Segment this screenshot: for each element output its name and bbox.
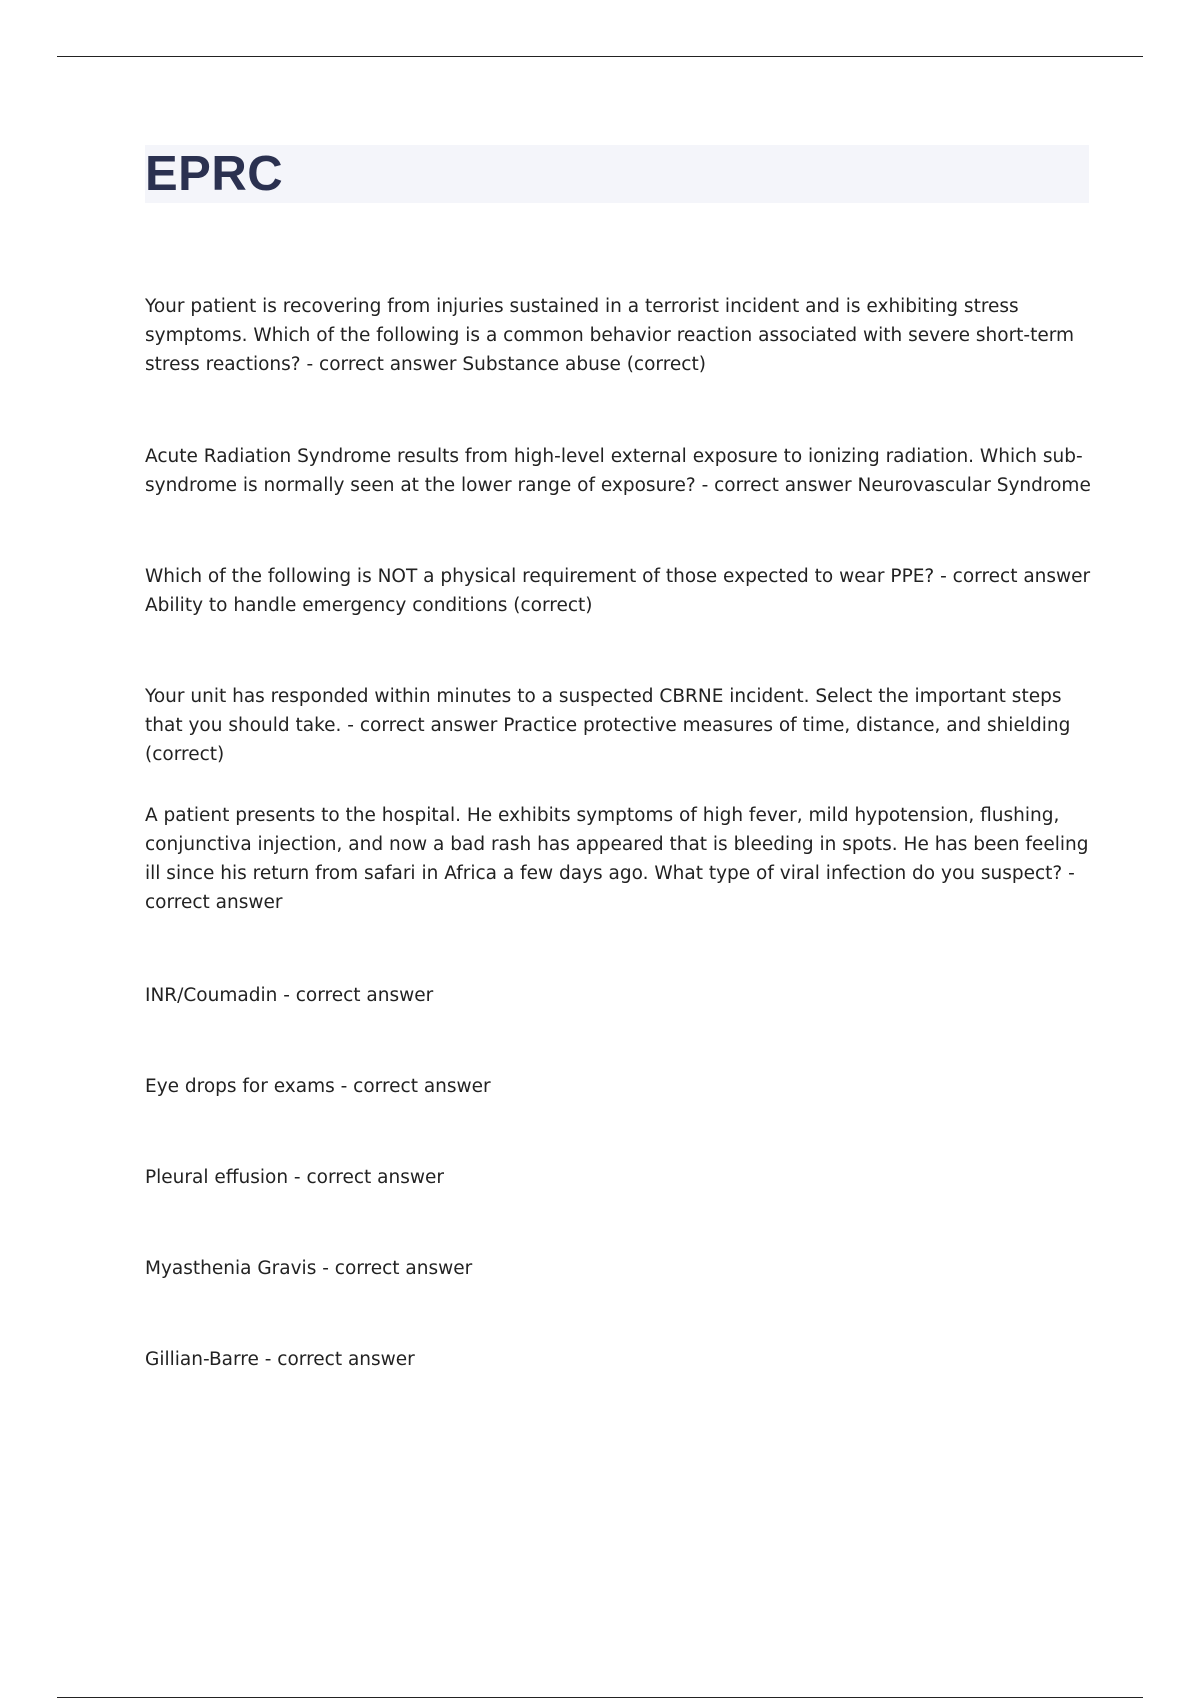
top-divider	[57, 56, 1143, 57]
qa-item-9: Myasthenia Gravis - correct answer	[145, 1258, 473, 1279]
qa-item-3: Which of the following is NOT a physical requirement of those expected to wear PPE? - correct answer Ability to handle emergency conditions (correct)	[145, 566, 1091, 616]
qa-item-2: Acute Radiation Syndrome results from high-level external exposure to ionizing radiation. Which sub-syndrome is normally seen at the lower range of exposure? - correct answer Neurovascular Syndrome	[145, 446, 1091, 496]
qa-item-6: INR/Coumadin - correct answer	[145, 985, 434, 1006]
qa-item-7: Eye drops for exams - correct answer	[145, 1076, 491, 1097]
qa-item-10: Gillian-Barre - correct answer	[145, 1349, 415, 1370]
document-title: EPRC	[145, 147, 284, 201]
title-banner	[145, 145, 1089, 203]
qa-item-1: Your patient is recovering from injuries sustained in a terrorist incident and is exhibiting stress symptoms. Which of the following is a common behavior reaction associated with severe short-term stress reactions? - correct answer Substance abuse (correct)	[145, 296, 1075, 375]
bottom-divider	[57, 1697, 1143, 1698]
qa-item-4: Your unit has responded within minutes to a suspected CBRNE incident. Select the important steps that you should take. - correct answer Practice protective measures of time, distance, and shielding (correct)	[145, 686, 1071, 765]
qa-item-8: Pleural effusion - correct answer	[145, 1167, 444, 1188]
qa-item-5: A patient presents to the hospital. He exhibits symptoms of high fever, mild hypotension, flushing, conjunctiva injection, and now a bad rash has appeared that is bleeding in spots. He has been feeling ill since his return from safari in Africa a few days ago. What type of viral infection do you suspect? - correct answer	[145, 805, 1089, 913]
